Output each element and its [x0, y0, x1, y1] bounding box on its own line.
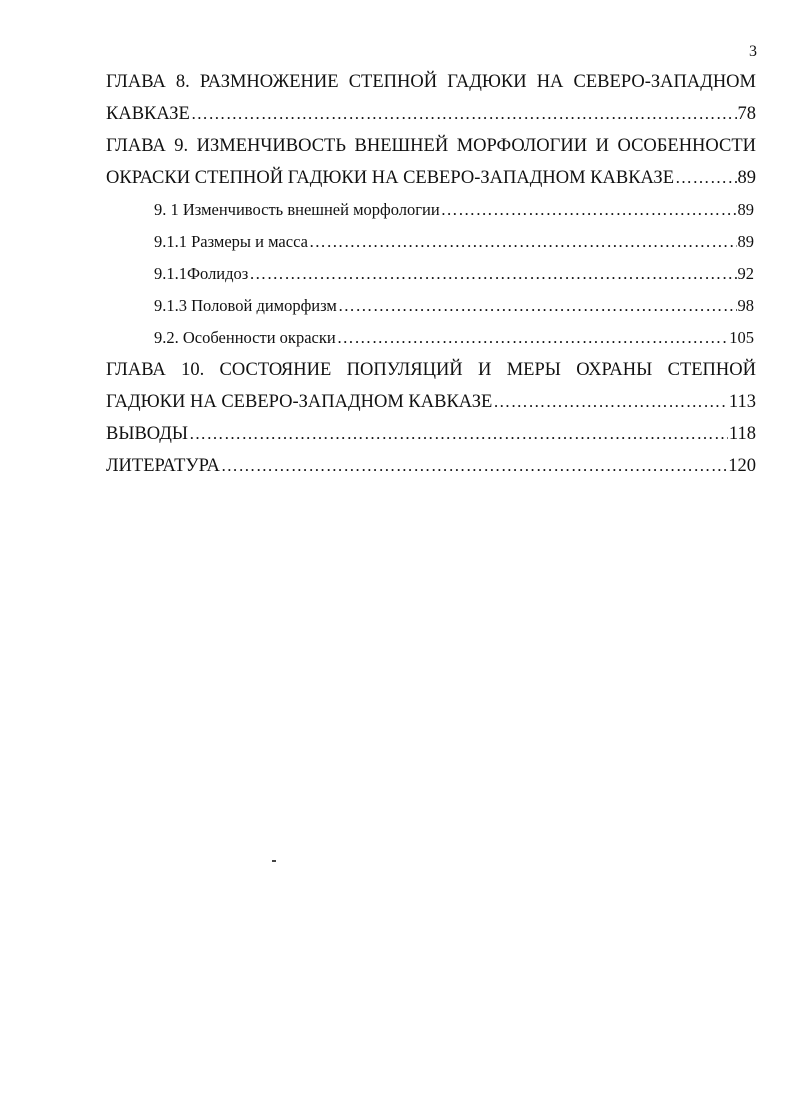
toc-page-number: 105: [729, 328, 754, 347]
toc-section-9-1-1-folidoz[interactable]: [106, 258, 754, 290]
toc-page-number: 89: [737, 168, 756, 188]
toc-chapter-10-title: ГЛАВА 10. СОСТОЯНИЕ ПОПУЛЯЦИЙ И МЕРЫ ОХРАНЫ СТЕПНОЙ: [106, 360, 756, 380]
toc-chapter-8-title-cont: КАВКАЗЕ: [106, 104, 190, 124]
toc-section-9-1-3[interactable]: [106, 290, 754, 322]
toc-section-title: 9. 1 Изменчивость внешней морфологии: [154, 200, 440, 219]
dot-leader: [309, 226, 737, 258]
dot-leader: [675, 162, 737, 194]
toc-page-number: 120: [728, 456, 756, 476]
toc-literature-entry[interactable]: [106, 450, 756, 482]
toc-chapter-9-title-cont: ОКРАСКИ СТЕПНОЙ ГАДЮКИ НА СЕВЕРО-ЗАПАДНОМ КАВКАЗЕ: [106, 168, 674, 188]
toc-literature-title: ЛИТЕРАТУРА: [106, 456, 220, 476]
toc-conclusions-title: ВЫВОДЫ: [106, 424, 189, 444]
toc-page-number: 89: [737, 200, 754, 219]
toc-section-title: 9.2. Особенности окраски: [154, 328, 336, 347]
dot-leader: [338, 290, 737, 322]
toc-chapter-9-entry[interactable]: [106, 162, 756, 194]
dot-leader: [189, 418, 728, 450]
toc-page-number: 78: [737, 104, 756, 124]
dot-leader: [249, 258, 736, 290]
table-of-contents: [106, 66, 756, 482]
toc-chapter-9-title: ГЛАВА 9. ИЗМЕНЧИВОСТЬ ВНЕШНЕЙ МОРФОЛОГИИ И ОСОБЕННОСТИ: [106, 136, 756, 156]
toc-section-9-1-1[interactable]: [106, 226, 754, 258]
toc-chapter-10-title-cont: ГАДЮКИ НА СЕВЕРО-ЗАПАДНОМ КАВКАЗЕ: [106, 392, 493, 412]
toc-chapter-8-title: ГЛАВА 8. РАЗМНОЖЕНИЕ СТЕПНОЙ ГАДЮКИ НА СЕВЕРО-ЗАПАДНОМ: [106, 72, 756, 92]
toc-conclusions-entry[interactable]: [106, 418, 756, 450]
toc-section-9-1[interactable]: [106, 194, 754, 226]
toc-chapter-8-entry[interactable]: [106, 98, 756, 130]
toc-section-title: 9.1.3 Половой диморфизм: [154, 296, 337, 315]
scan-speck: [272, 860, 276, 862]
dot-leader: [493, 386, 728, 418]
toc-page-number: 98: [737, 296, 754, 315]
toc-section-title: 9.1.1Фолидоз: [154, 264, 249, 283]
toc-page-number: 89: [737, 232, 754, 251]
toc-section-9-2[interactable]: [106, 322, 754, 354]
toc-page-number: 92: [737, 264, 754, 283]
page-number: 3: [749, 43, 757, 60]
toc-chapter-10-entry[interactable]: [106, 386, 756, 418]
dot-leader: [221, 450, 727, 482]
dot-leader: [337, 322, 729, 354]
toc-page-number: 113: [728, 392, 756, 412]
toc-section-title: 9.1.1 Размеры и масса: [154, 232, 308, 251]
dot-leader: [441, 194, 737, 226]
toc-page-number: 118: [728, 424, 756, 444]
dot-leader: [191, 98, 737, 130]
